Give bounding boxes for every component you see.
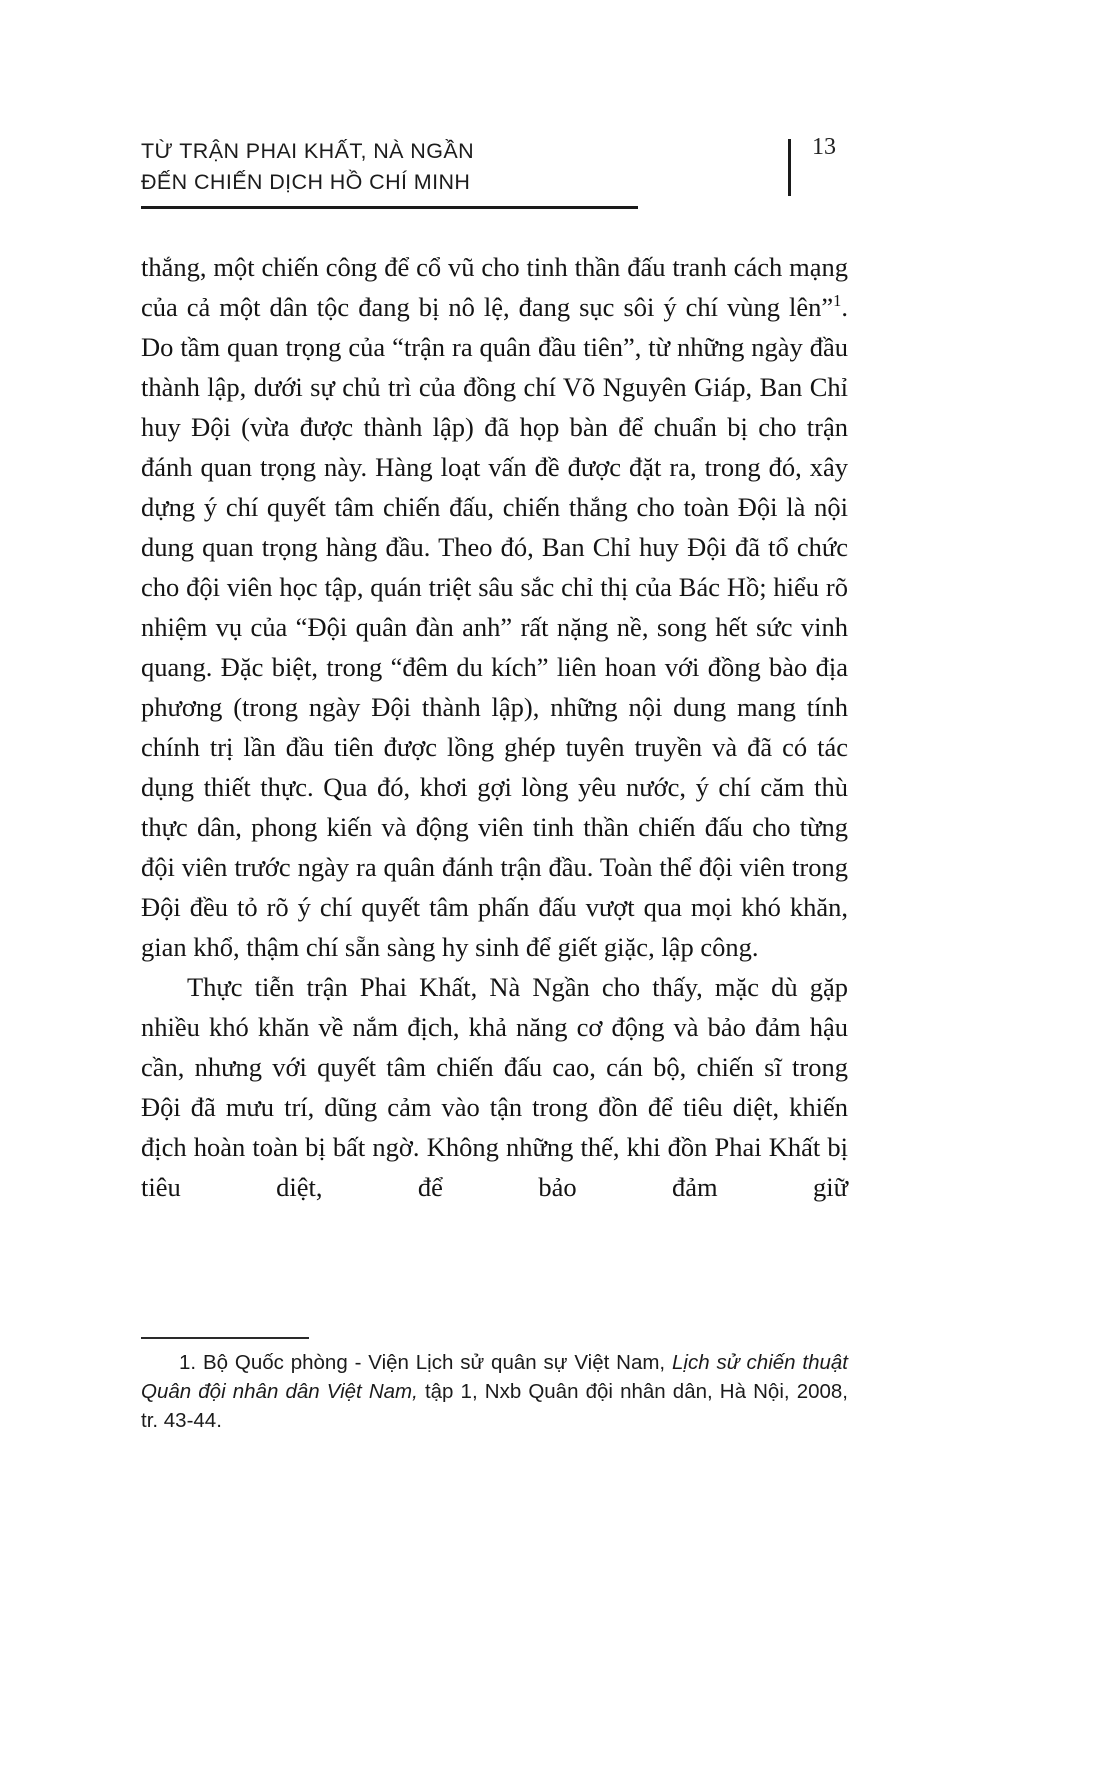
paragraph-2: Thực tiễn trận Phai Khất, Nà Ngần cho thấy, mặc dù gặp nhiều khó khăn về nắm địch, khả năng cơ động và bảo đảm hậu cần, nhưng với quyết tâm chiến đấu cao, cán bộ, chiến sĩ trong Đội đã mưu trí, dũng cảm vào tận trong đồn để tiêu diệt, khiến địch hoàn toàn bị bất ngờ. Không những thế, khi đồn Phai Khất bị tiêu diệt, để bảo đảm giữ — [141, 972, 848, 1202]
header-rule — [141, 206, 638, 209]
page-number-divider — [788, 139, 791, 196]
footnote — [141, 1348, 848, 1435]
paragraph-1-text: thắng, một chiến công để cổ vũ cho tinh thần đấu tranh cách mạng của cả một dân tộc đang bị nô lệ, đang sục sôi ý chí vùng lên” — [141, 252, 848, 322]
paragraph-1-text-continued: . Do tầm quan trọng của “trận ra quân đầu tiên”, từ những ngày đầu thành lập, dưới sự chủ trì của đồng chí Võ Nguyên Giáp, Ban Chỉ huy Đội (vừa được thành lập) đã họp bàn để chuẩn bị cho trận đánh quan trọng này. Hàng loạt vấn đề được đặt ra, trong đó, xây dựng ý chí quyết tâm chiến đấu, chiến thắng cho toàn Đội là nội dung quan trọng hàng đầu. Theo đó, Ban Chỉ huy Đội đã tổ chức cho đội viên học tập, quán triệt sâu sắc chỉ thị của Bác Hồ; hiểu rõ nhiệm vụ của “Đội quân đàn anh” rất nặng nề, song hết sức vinh quang. Đặc biệt, trong “đêm du kích” liên hoan với đồng bào địa phương (trong ngày Đội thành lập), những nội dung mang tính chính trị lần đầu tiên được lồng ghép tuyên truyền và đã có tác dụng thiết thực. Qua đó, khơi gợi lòng yêu nước, ý chí căm thù thực dân, phong kiến và động viên tinh thần chiến đấu cho từng đội viên trước ngày ra quân đánh trận đầu. Toàn thể đội viên trong Đội đều tỏ rõ ý chí quyết tâm phấn đấu vượt qua mọi khó khăn, gian khổ, thậm chí sẵn sàng hy sinh để giết giặc, lập công. — [141, 292, 848, 962]
running-head — [141, 136, 474, 198]
footnote-text: 1. Bộ Quốc phòng - Viện Lịch sử quân sự Việt Nam, — [179, 1351, 672, 1374]
footnote-rule — [141, 1337, 309, 1339]
running-head-line-1: TỪ TRẬN PHAI KHẤT, NÀ NGẦN — [141, 139, 474, 163]
page-number: 13 — [812, 134, 836, 160]
running-head-line-2: ĐẾN CHIẾN DỊCH HỒ CHÍ MINH — [141, 170, 471, 194]
footnote-reference: 1 — [833, 291, 842, 311]
body-text — [141, 247, 848, 1207]
paragraph-1 — [141, 247, 848, 967]
footnote-title-italic: Lịch sử chiến thuật Quân đội nhân dân Việt Nam, — [141, 1351, 848, 1403]
footnote-text-2: tập 1, Nxb Quân đội nhân dân, Hà Nội, 2008, tr. 43-44. — [141, 1380, 848, 1432]
